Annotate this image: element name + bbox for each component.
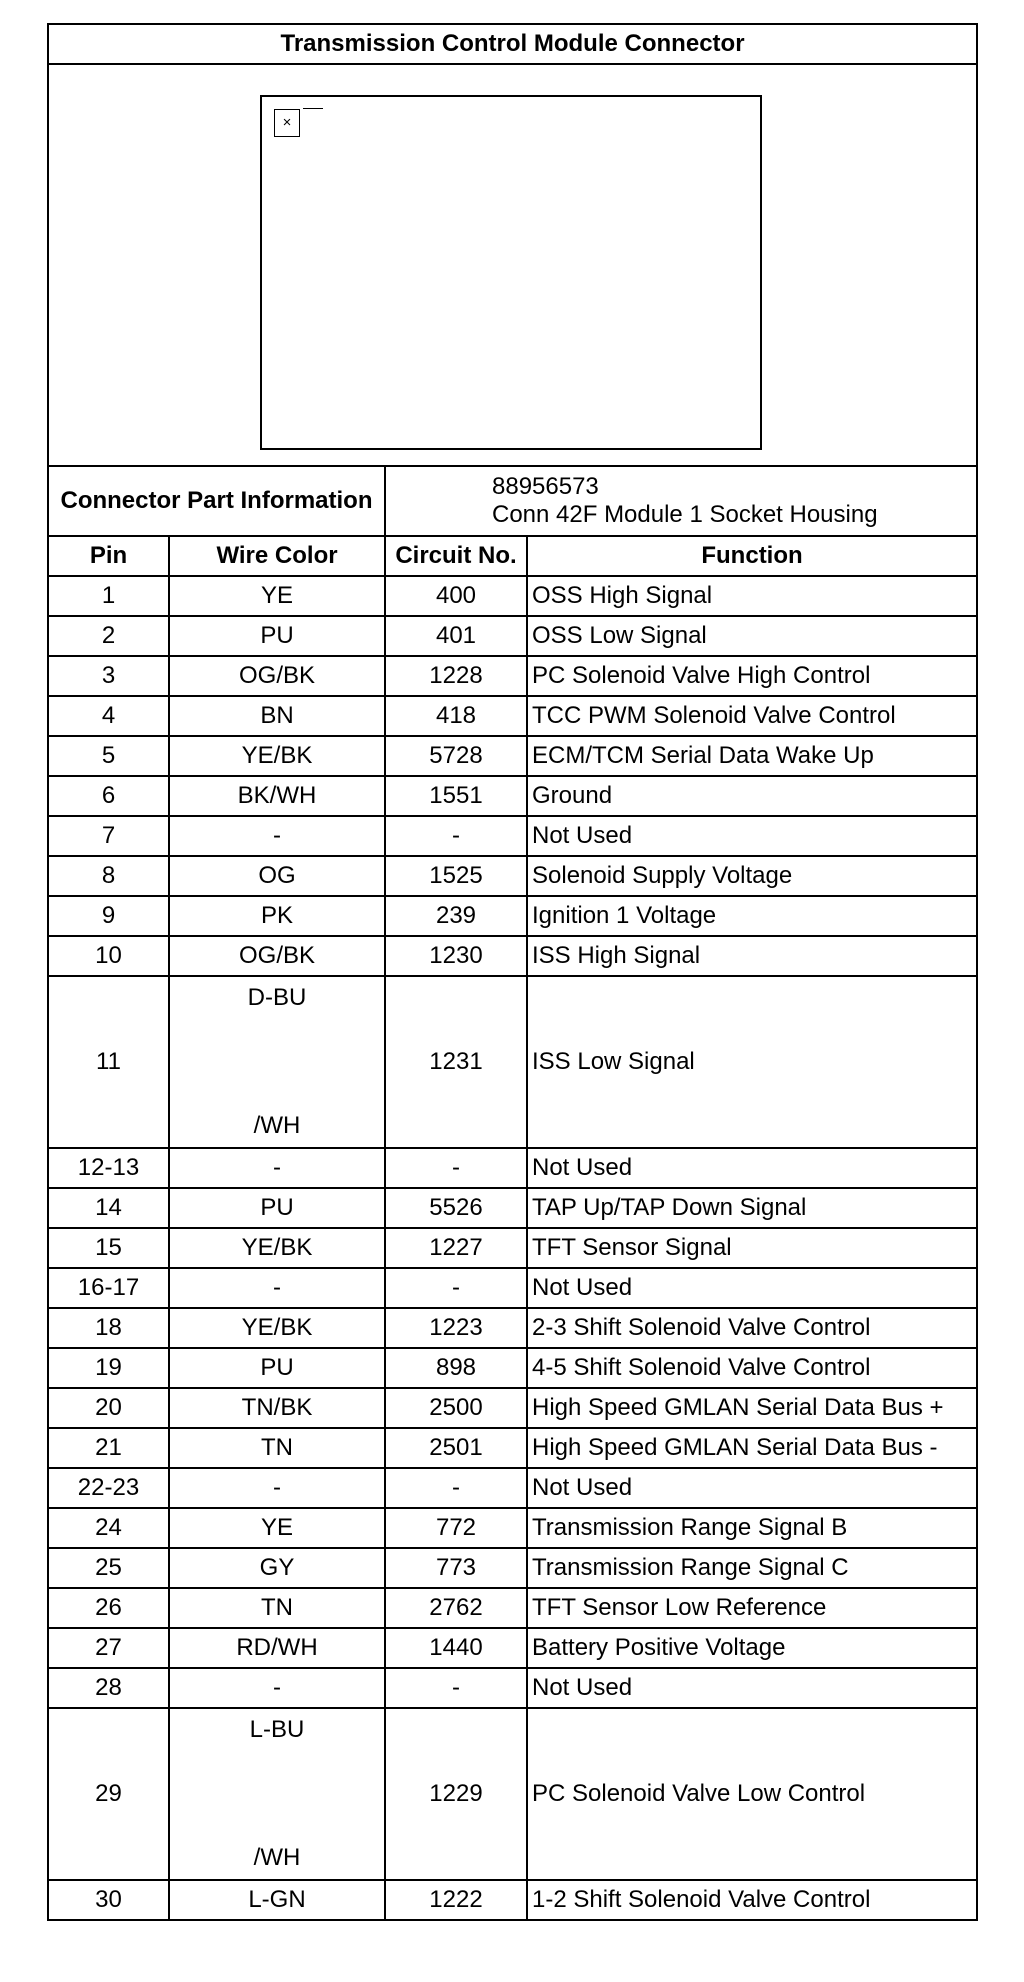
table-row <box>48 1468 977 1508</box>
table-row <box>48 616 977 656</box>
pin-cell: 15 <box>48 1228 169 1268</box>
function-cell: Transmission Range Signal B <box>527 1508 977 1548</box>
table-row <box>48 1228 977 1268</box>
circuit-cell: 773 <box>385 1548 527 1588</box>
connector-description: Conn 42F Module 1 Socket Housing <box>492 501 878 528</box>
table-row <box>48 1428 977 1468</box>
table-row <box>48 776 977 816</box>
connector-table <box>47 23 978 1921</box>
function-cell: High Speed GMLAN Serial Data Bus + <box>527 1388 977 1428</box>
function-cell: ISS Low Signal <box>527 976 977 1148</box>
wire-color-cell: - <box>169 1148 385 1188</box>
header-pin: Pin <box>48 536 169 576</box>
wire-color-cell <box>169 1708 385 1880</box>
circuit-cell: - <box>385 1268 527 1308</box>
wire-color-cell: - <box>169 1268 385 1308</box>
pin-cell: 12-13 <box>48 1148 169 1188</box>
table-title: Transmission Control Module Connector <box>48 24 977 64</box>
function-cell: Not Used <box>527 1148 977 1188</box>
table-row <box>48 1268 977 1308</box>
wire-color-cell: PU <box>169 1188 385 1228</box>
function-cell: TCC PWM Solenoid Valve Control <box>527 696 977 736</box>
circuit-cell: 5728 <box>385 736 527 776</box>
pin-cell: 4 <box>48 696 169 736</box>
header-wire-color: Wire Color <box>169 536 385 576</box>
broken-image-icon: × <box>274 109 300 137</box>
pin-cell: 8 <box>48 856 169 896</box>
pin-cell: 11 <box>48 976 169 1148</box>
circuit-cell: 1231 <box>385 976 527 1148</box>
function-cell: OSS High Signal <box>527 576 977 616</box>
wire-color-cell: YE/BK <box>169 1308 385 1348</box>
pin-cell: 29 <box>48 1708 169 1880</box>
function-cell: TAP Up/TAP Down Signal <box>527 1188 977 1228</box>
pin-cell: 26 <box>48 1588 169 1628</box>
table-row <box>48 1508 977 1548</box>
circuit-cell: - <box>385 1148 527 1188</box>
connector-part-value <box>385 466 977 536</box>
circuit-cell: 772 <box>385 1508 527 1548</box>
circuit-cell: 418 <box>385 696 527 736</box>
wire-color-cell: RD/WH <box>169 1628 385 1668</box>
function-cell: PC Solenoid Valve High Control <box>527 656 977 696</box>
circuit-cell: 1228 <box>385 656 527 696</box>
table-row <box>48 576 977 616</box>
wire-color-cell: YE <box>169 1508 385 1548</box>
circuit-cell: 1525 <box>385 856 527 896</box>
pin-cell: 28 <box>48 1668 169 1708</box>
header-circuit: Circuit No. <box>385 536 527 576</box>
table-row <box>48 816 977 856</box>
table-row <box>48 696 977 736</box>
function-cell: TFT Sensor Low Reference <box>527 1588 977 1628</box>
wire-color-cell: PK <box>169 896 385 936</box>
circuit-cell: 1222 <box>385 1880 527 1920</box>
circuit-cell: 898 <box>385 1348 527 1388</box>
table-row <box>48 1348 977 1388</box>
function-cell: Ignition 1 Voltage <box>527 896 977 936</box>
wire-color-stripe: /WH <box>253 1112 301 1139</box>
connector-part-label: Connector Part Information <box>48 466 385 536</box>
table-row <box>48 976 977 1148</box>
pin-cell: 3 <box>48 656 169 696</box>
circuit-cell: 2501 <box>385 1428 527 1468</box>
wire-color-cell: - <box>169 1668 385 1708</box>
function-cell: PC Solenoid Valve Low Control <box>527 1708 977 1880</box>
function-cell: Transmission Range Signal C <box>527 1548 977 1588</box>
circuit-cell: 2500 <box>385 1388 527 1428</box>
pin-cell: 27 <box>48 1628 169 1668</box>
function-cell: High Speed GMLAN Serial Data Bus - <box>527 1428 977 1468</box>
wire-color-cell: GY <box>169 1548 385 1588</box>
function-cell: OSS Low Signal <box>527 616 977 656</box>
table-row <box>48 1668 977 1708</box>
function-cell: TFT Sensor Signal <box>527 1228 977 1268</box>
wire-color-split <box>170 1716 384 1872</box>
wire-color-cell: OG/BK <box>169 656 385 696</box>
wire-color-cell: - <box>169 816 385 856</box>
table-row <box>48 1628 977 1668</box>
circuit-cell: 1227 <box>385 1228 527 1268</box>
wire-color-cell: YE <box>169 576 385 616</box>
pin-cell: 30 <box>48 1880 169 1920</box>
header-row <box>48 536 977 576</box>
wire-color-stripe: /WH <box>253 1844 301 1871</box>
circuit-cell: - <box>385 816 527 856</box>
table-row <box>48 1148 977 1188</box>
function-cell: Not Used <box>527 1668 977 1708</box>
circuit-cell: 2762 <box>385 1588 527 1628</box>
function-cell: Not Used <box>527 1468 977 1508</box>
wire-color-cell: OG/BK <box>169 936 385 976</box>
table-row <box>48 1880 977 1920</box>
wire-color-cell: PU <box>169 616 385 656</box>
table-row <box>48 896 977 936</box>
connector-figure <box>48 64 977 466</box>
pin-cell: 18 <box>48 1308 169 1348</box>
wire-color-cell: BK/WH <box>169 776 385 816</box>
circuit-cell: 401 <box>385 616 527 656</box>
circuit-cell: 1230 <box>385 936 527 976</box>
pin-cell: 9 <box>48 896 169 936</box>
circuit-cell: 1223 <box>385 1308 527 1348</box>
table-row <box>48 1308 977 1348</box>
pin-cell: 10 <box>48 936 169 976</box>
wire-color-cell: L-GN <box>169 1880 385 1920</box>
pin-cell: 20 <box>48 1388 169 1428</box>
circuit-cell: 239 <box>385 896 527 936</box>
wire-color-cell: - <box>169 1468 385 1508</box>
table-row <box>48 656 977 696</box>
connector-part-number: 88956573 <box>492 473 599 500</box>
pin-cell: 21 <box>48 1428 169 1468</box>
table-row <box>48 856 977 896</box>
wire-color-cell: TN/BK <box>169 1388 385 1428</box>
circuit-cell: - <box>385 1668 527 1708</box>
wire-color-cell: YE/BK <box>169 736 385 776</box>
function-cell: Not Used <box>527 816 977 856</box>
wire-color-cell <box>169 976 385 1148</box>
wire-color-cell: BN <box>169 696 385 736</box>
pin-cell: 7 <box>48 816 169 856</box>
pin-cell: 6 <box>48 776 169 816</box>
pin-cell: 22-23 <box>48 1468 169 1508</box>
wire-color-cell: TN <box>169 1428 385 1468</box>
wire-color-split <box>170 984 384 1140</box>
wire-color-cell: YE/BK <box>169 1228 385 1268</box>
wire-color-cell: PU <box>169 1348 385 1388</box>
wire-color-cell: TN <box>169 1588 385 1628</box>
function-cell: Battery Positive Voltage <box>527 1628 977 1668</box>
circuit-cell: 1440 <box>385 1628 527 1668</box>
function-cell: 4-5 Shift Solenoid Valve Control <box>527 1348 977 1388</box>
circuit-cell: 5526 <box>385 1188 527 1228</box>
pin-cell: 2 <box>48 616 169 656</box>
table-row <box>48 1708 977 1880</box>
table-row <box>48 736 977 776</box>
pin-cell: 14 <box>48 1188 169 1228</box>
image-placeholder-frame <box>260 95 762 450</box>
function-cell: 2-3 Shift Solenoid Valve Control <box>527 1308 977 1348</box>
function-cell: 1-2 Shift Solenoid Valve Control <box>527 1880 977 1920</box>
table-row <box>48 1548 977 1588</box>
pin-cell: 5 <box>48 736 169 776</box>
wire-color-cell: OG <box>169 856 385 896</box>
circuit-cell: 1551 <box>385 776 527 816</box>
table-row <box>48 1388 977 1428</box>
pin-cell: 25 <box>48 1548 169 1588</box>
function-cell: Not Used <box>527 1268 977 1308</box>
pin-cell: 19 <box>48 1348 169 1388</box>
table-row <box>48 1188 977 1228</box>
function-cell: Solenoid Supply Voltage <box>527 856 977 896</box>
pin-cell: 16-17 <box>48 1268 169 1308</box>
wire-color-primary: D-BU <box>247 984 307 1011</box>
pin-cell: 1 <box>48 576 169 616</box>
function-cell: ECM/TCM Serial Data Wake Up <box>527 736 977 776</box>
circuit-cell: - <box>385 1468 527 1508</box>
table-row <box>48 936 977 976</box>
circuit-cell: 400 <box>385 576 527 616</box>
function-cell: Ground <box>527 776 977 816</box>
wire-color-primary: L-BU <box>249 1716 305 1743</box>
function-cell: ISS High Signal <box>527 936 977 976</box>
pin-cell: 24 <box>48 1508 169 1548</box>
header-function: Function <box>527 536 977 576</box>
table-row <box>48 1588 977 1628</box>
circuit-cell: 1229 <box>385 1708 527 1880</box>
